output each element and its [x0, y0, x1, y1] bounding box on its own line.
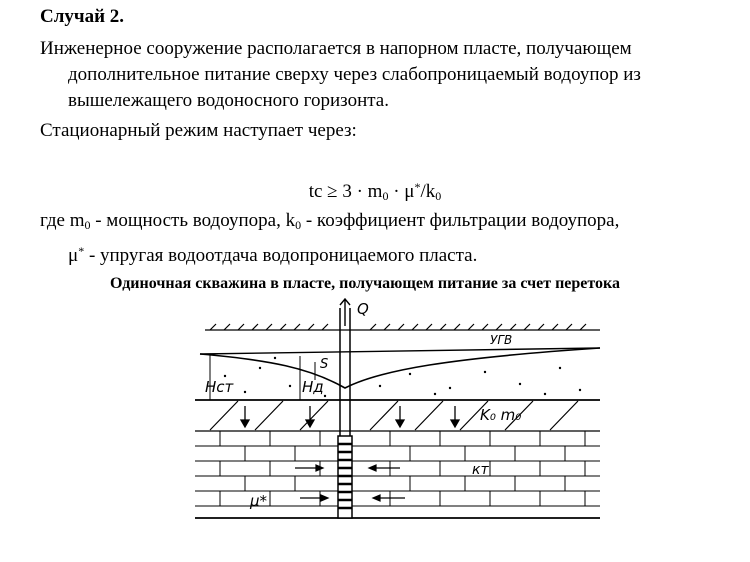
where-prefix: где m: [40, 210, 85, 231]
ground-surface: [205, 324, 600, 330]
label-kom: K₀ m₀: [480, 406, 522, 424]
intro-paragraph: [40, 36, 710, 114]
where-mu: μ: [68, 245, 79, 266]
where-line-2: [40, 238, 710, 269]
formula-sub-0: 0: [382, 189, 389, 203]
where-k-desc: - коэффициент фильтрации водоупора,: [301, 210, 620, 231]
time-formula: [0, 180, 750, 204]
intro-line-3: вышележащего водоносного горизонта.: [68, 90, 389, 111]
intro-line-2: дополнительное питание сверху через слабопроницаемый водоупор из: [68, 64, 641, 85]
well: [338, 308, 352, 518]
label-hst: Hст: [205, 378, 234, 396]
formula-slash: /k: [420, 181, 436, 202]
label-hd: Hд: [302, 378, 324, 396]
where-m-desc: - мощность водоупора, k: [90, 210, 296, 231]
formula-sup: *: [414, 180, 421, 194]
steady-state-text: Стационарный режим наступает через:: [40, 120, 357, 141]
label-q: Q: [357, 300, 369, 318]
aquitard-layer: [195, 401, 600, 431]
label-mu: μ*: [250, 492, 268, 510]
formula-sub-1: 0: [435, 189, 442, 203]
case-heading: Случай 2.: [40, 6, 125, 27]
label-s: S: [320, 357, 329, 372]
where-mu-sup: *: [78, 244, 85, 258]
formula-mid: · μ: [388, 181, 415, 202]
intro-line-1: Инженерное сооружение располагается в напорном пласте, получающем: [40, 38, 632, 59]
figure-caption: Одиночная скважина в пласте, получающем питание за счет перетока: [109, 275, 621, 292]
label-km: кт: [472, 462, 489, 478]
label-ugv: УГВ: [490, 333, 513, 347]
well-diagram: [150, 296, 610, 560]
formula-lhs: tc ≥ 3 · m: [308, 181, 383, 202]
where-sub-m: 0: [84, 218, 91, 232]
where-paragraph: [40, 208, 710, 269]
upper-aquifer-sand: [224, 357, 581, 397]
where-mu-desc: - упругая водоотдача водопроницаемого пласта.: [84, 245, 478, 266]
where-sub-k: 0: [295, 218, 302, 232]
discharge-arrow: [340, 299, 350, 326]
